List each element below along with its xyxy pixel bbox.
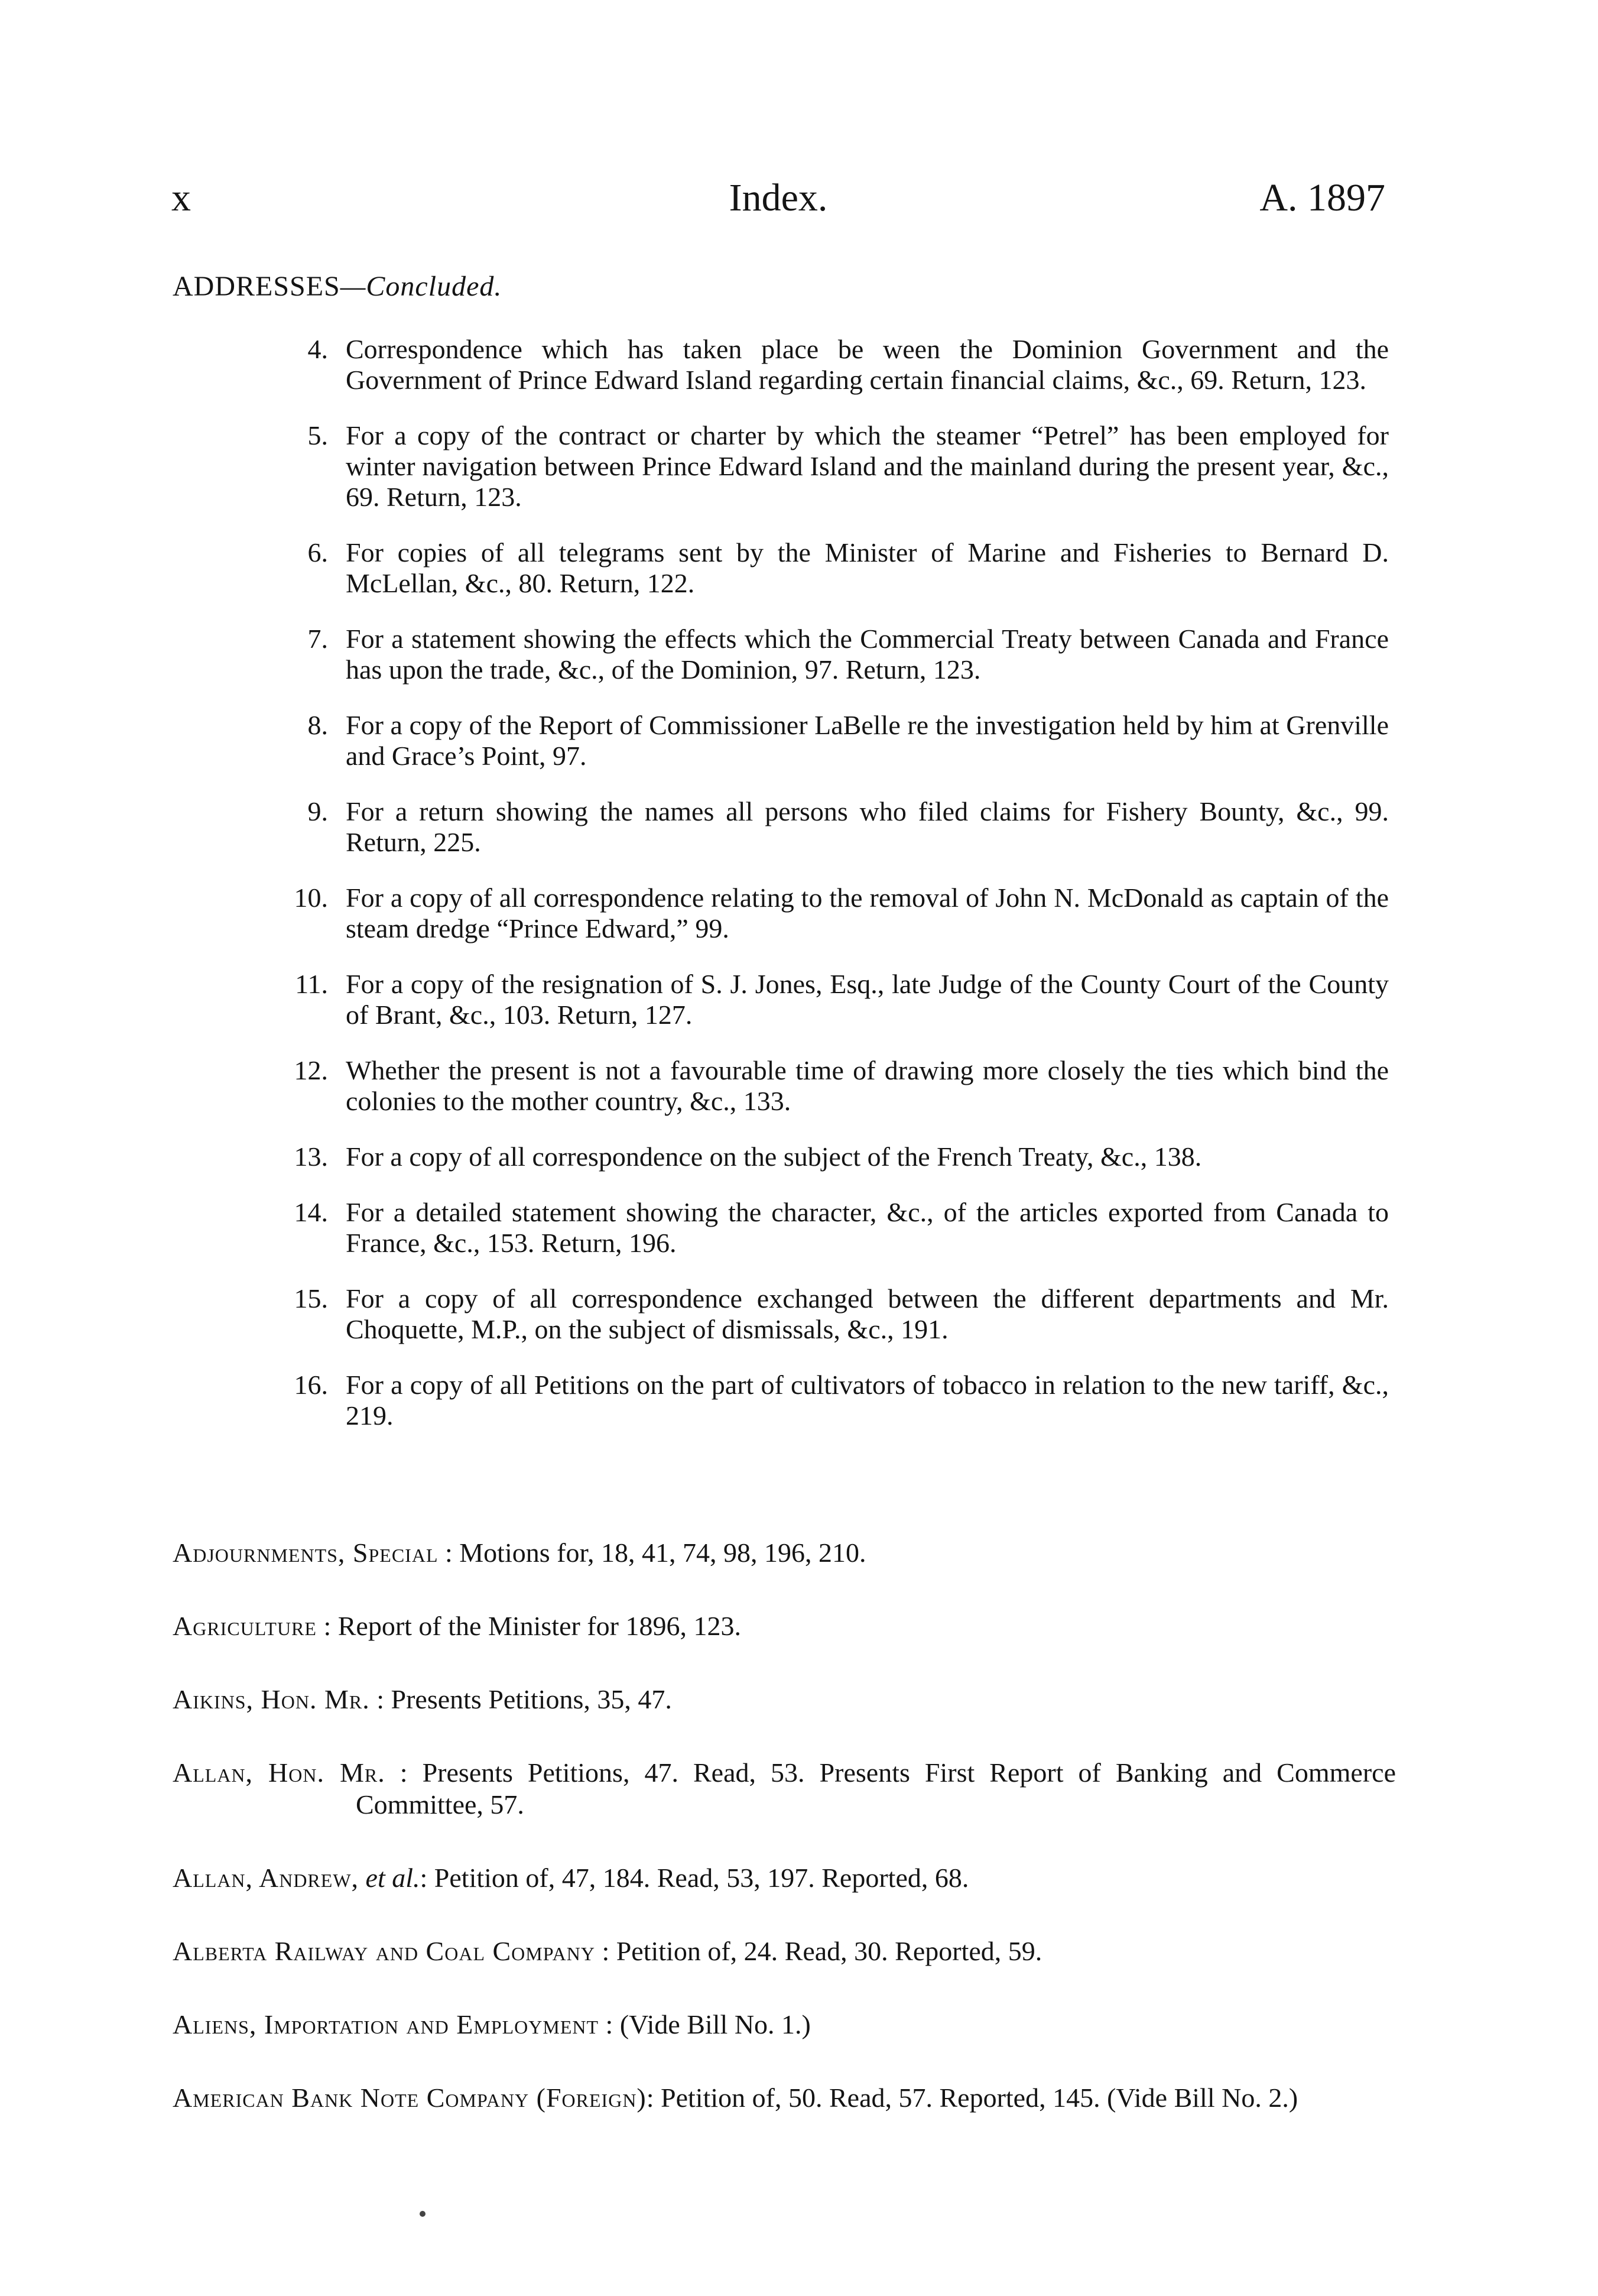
item-text: For copies of all telegrams sent by the Minister of Marine and Fisheries to Bernard D. McLellan, &c., 80. Return, 122. xyxy=(346,537,1389,598)
list-item xyxy=(278,420,1389,513)
entry-text: Petition of, 47, 184. Read, 53, 197. Reported, 68. xyxy=(434,1863,969,1893)
item-text: For a statement showing the effects which the Commercial Treaty between Canada and France has upon the trade, &c., of the Dominion, 97. Return, 123. xyxy=(346,624,1389,685)
entry-separator: : xyxy=(595,1936,616,1966)
page-title: Index. xyxy=(729,176,828,219)
entry-separator: : xyxy=(646,2083,661,2113)
list-item xyxy=(278,710,1389,771)
entry-heading: Allan, Hon. Mr. xyxy=(173,1757,385,1788)
item-text: For a copy of the resignation of S. J. Jones, Esq., late Judge of the County Court of the County of Brant, &c., 103. Return, 127. xyxy=(346,969,1389,1030)
entry-italic: et al. xyxy=(359,1863,420,1893)
entry-separator: : xyxy=(599,2009,620,2039)
item-text: For a copy of all Petitions on the part of cultivators of tobacco in relation to the new tariff, &c., 219. xyxy=(346,1370,1389,1431)
entry-heading: Alberta Railway and Coal Company xyxy=(173,1936,595,1966)
index-entry xyxy=(173,1862,1396,1894)
page-number: x xyxy=(171,176,191,219)
section-heading-label: ADDRESSES xyxy=(173,271,340,302)
item-number: 8. xyxy=(307,710,328,740)
section-subheading: —Concluded. xyxy=(340,271,502,302)
print-speck xyxy=(420,2211,426,2217)
list-item xyxy=(278,1197,1389,1259)
item-text: For a copy of all correspondence relating to the removal of John N. McDonald as captain of the steam dredge “Prince Edward,” 99. xyxy=(346,883,1389,943)
index-entry xyxy=(173,1537,1396,1569)
index-entry xyxy=(173,1935,1396,1967)
entry-text: Report of the Minister for 1896, 123. xyxy=(337,1611,741,1641)
section-heading xyxy=(173,269,502,304)
index-entry xyxy=(173,1610,1396,1642)
entry-separator: : xyxy=(438,1538,460,1568)
addresses-list xyxy=(278,334,1389,1456)
item-number: 9. xyxy=(307,796,328,826)
item-number: 4. xyxy=(307,334,328,364)
entry-text: (Vide Bill No. 1.) xyxy=(619,2009,811,2039)
index-entry xyxy=(173,2009,1396,2041)
item-number: 14. xyxy=(294,1197,328,1227)
list-item xyxy=(278,969,1389,1030)
list-item xyxy=(278,1055,1389,1117)
item-number: 15. xyxy=(294,1283,328,1314)
item-text: For a copy of all correspondence exchanged between the different departments and Mr. Choquette, M.P., on the subject of dismissals, &c., 191. xyxy=(346,1283,1389,1344)
entry-text: Presents Petitions, 47. Read, 53. Presents First Report of Banking and Commerce Committee, 57. xyxy=(356,1757,1396,1820)
entry-separator: : xyxy=(420,1863,434,1893)
item-text: For a copy of the contract or charter by which the steamer “Petrel” has been employed for winter navigation between Prince Edward Island and the mainland during the present year, &c., 69. Return, 123. xyxy=(346,420,1389,512)
entry-separator: : xyxy=(385,1757,423,1788)
index-entry xyxy=(173,2082,1396,2114)
item-number: 10. xyxy=(294,883,328,913)
item-text: Correspondence which has taken place be ween the Dominion Government and the Government of Prince Edward Island regarding certain financial claims, &c., 69. Return, 123. xyxy=(346,334,1389,395)
list-item xyxy=(278,624,1389,685)
item-text: For a copy of the Report of Commissioner LaBelle re the investigation held by him at Grenville and Grace’s Point, 97. xyxy=(346,710,1389,771)
entry-text: Presents Petitions, 35, 47. xyxy=(391,1684,672,1714)
index-entries xyxy=(173,1537,1396,2155)
item-number: 16. xyxy=(294,1370,328,1400)
item-number: 11. xyxy=(295,969,328,999)
index-entry xyxy=(173,1757,1396,1821)
entry-heading: Allan, Andrew, xyxy=(173,1863,359,1893)
item-number: 12. xyxy=(294,1055,328,1085)
session-year: A. 1897 xyxy=(1259,176,1385,219)
entry-heading: Aliens, Importation and Employment xyxy=(173,2009,599,2039)
entry-heading: Adjournments, Special xyxy=(173,1538,439,1568)
entry-text: Petition of, 24. Read, 30. Reported, 59. xyxy=(616,1936,1042,1966)
list-item xyxy=(278,1283,1389,1345)
item-number: 7. xyxy=(307,624,328,654)
list-item xyxy=(278,334,1389,395)
entry-separator: : xyxy=(369,1684,391,1714)
index-entry xyxy=(173,1684,1396,1715)
entry-text: Motions for, 18, 41, 74, 98, 196, 210. xyxy=(459,1538,866,1568)
item-number: 6. xyxy=(307,537,328,567)
list-item xyxy=(278,1141,1389,1172)
item-number: 5. xyxy=(307,420,328,450)
list-item xyxy=(278,883,1389,944)
entry-heading: Agriculture xyxy=(173,1611,317,1641)
item-number: 13. xyxy=(294,1141,328,1172)
item-text: For a copy of all correspondence on the subject of the French Treaty, &c., 138. xyxy=(346,1141,1202,1172)
entry-text: Petition of, 50. Read, 57. Reported, 145. (Vide Bill No. 2.) xyxy=(661,2083,1298,2113)
list-item xyxy=(278,537,1389,599)
entry-heading: Aikins, Hon. Mr. xyxy=(173,1684,370,1714)
item-text: For a detailed statement showing the character, &c., of the articles exported from Canada to France, &c., 153. Return, 196. xyxy=(346,1197,1389,1258)
item-text: For a return showing the names all persons who filed claims for Fishery Bounty, &c., 99. Return, 225. xyxy=(346,796,1389,857)
list-item xyxy=(278,1370,1389,1431)
entry-separator: : xyxy=(316,1611,338,1641)
running-head xyxy=(171,171,1385,225)
entry-heading: American Bank Note Company (Foreign) xyxy=(173,2083,647,2113)
list-item xyxy=(278,796,1389,858)
item-text: Whether the present is not a favourable time of drawing more closely the ties which bind the colonies to the mother country, &c., 133. xyxy=(346,1055,1389,1116)
